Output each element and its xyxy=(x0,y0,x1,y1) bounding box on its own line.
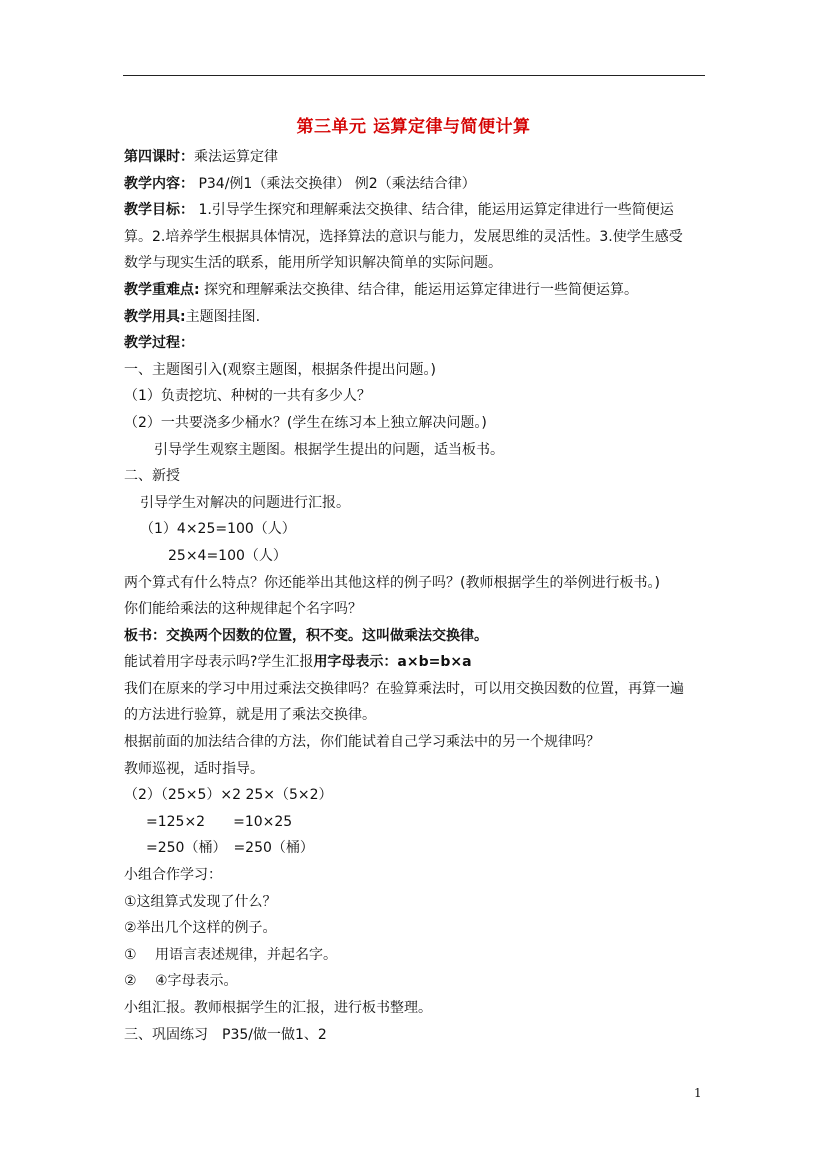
line-label: 教学过程： xyxy=(124,335,194,352)
line-label: 教学目标： xyxy=(124,202,194,219)
line-text: 二、新授 xyxy=(124,468,180,485)
line-text: 小组合作学习： xyxy=(124,867,222,884)
text-line xyxy=(124,623,706,650)
text-line xyxy=(124,570,706,597)
line-text: 你们能给乘法的这种规律起个名字吗？ xyxy=(124,601,362,618)
line-text: （1）负责挖坑、种树的一共有多少人？ xyxy=(124,388,371,405)
text-line xyxy=(124,649,706,676)
text-line xyxy=(124,862,706,889)
header-rule xyxy=(123,75,705,76)
text-line xyxy=(124,835,706,862)
text-line xyxy=(124,702,706,729)
document-title: 第三单元 运算定律与简便计算 xyxy=(296,117,531,137)
line-text: 数学与现实生活的联系，能用所学知识解决简单的实际问题。 xyxy=(124,255,502,272)
line-text: =250（桶） =250（桶） xyxy=(146,840,314,857)
line-text: 我们在原来的学习中用过乘法交换律吗？在验算乘法时，可以用交换因数的位置，再算一遍 xyxy=(124,680,684,697)
text-line xyxy=(124,1022,706,1049)
line-text: P34/例1（乘法交换律） 例2（乘法结合律） xyxy=(194,175,476,192)
text-line xyxy=(124,516,706,543)
line-text: ② ④字母表示。 xyxy=(124,973,238,990)
line-text: ① 用语言表述规律，并起名字。 xyxy=(124,946,338,963)
line-text: 1.引导学生探究和理解乘法交换律、结合律，能运用运算定律进行一些简便运 xyxy=(194,202,674,219)
page-number: 1 xyxy=(694,1086,702,1100)
text-line xyxy=(124,197,706,224)
line-text: 乘法运算定律 xyxy=(194,149,278,165)
text-line xyxy=(124,250,706,277)
line-text: 一、主题图引入(观察主题图，根据条件提出问题。) xyxy=(124,361,436,378)
text-line xyxy=(124,330,706,357)
text-line xyxy=(124,463,706,490)
text-line xyxy=(124,915,706,942)
text-line xyxy=(124,889,706,916)
line-text: 根据前面的加法结合律的方法，你们能试着自己学习乘法中的另一个规律吗？ xyxy=(124,734,600,751)
text-line xyxy=(124,596,706,623)
line-label: 教学重难点: xyxy=(124,281,200,298)
line-text: 引导学生对解决的问题进行汇报。 xyxy=(140,494,350,511)
text-line xyxy=(124,171,706,198)
text-line xyxy=(124,676,706,703)
line-emphasis: 用字母表示：a×b=b×a xyxy=(313,654,472,671)
text-line xyxy=(124,224,706,251)
line-text: 主题图挂图. xyxy=(185,308,261,325)
text-line xyxy=(124,410,706,437)
text-line xyxy=(124,782,706,809)
text-line xyxy=(124,144,706,171)
line-text: 教师巡视，适时指导。 xyxy=(124,760,264,777)
line-text: 算。2.培养学生根据具体情况，选择算法的意识与能力，发展思维的灵活性。3.使学生感受 xyxy=(124,228,683,245)
text-line xyxy=(124,490,706,517)
line-text: =125×2 =10×25 xyxy=(146,813,293,830)
line-text: 探究和理解乘法交换律、结合律，能运用运算定律进行一些简便运算。 xyxy=(199,281,639,298)
line-text: 三、巩固练习 P35/做一做1、2 xyxy=(124,1026,327,1043)
text-line xyxy=(124,383,706,410)
text-line xyxy=(124,277,706,304)
line-text: （2）一共要浇多少桶水？(学生在练习本上独立解决问题。) xyxy=(124,414,487,431)
line-text: 25×4=100（人） xyxy=(168,547,287,564)
text-line xyxy=(124,995,706,1022)
text-line xyxy=(124,357,706,384)
line-text: ①这组算式发现了什么？ xyxy=(124,893,277,910)
text-line xyxy=(124,942,706,969)
text-line xyxy=(124,304,706,331)
text-line xyxy=(124,543,706,570)
line-text: 的方法进行验算，就是用了乘法交换律。 xyxy=(124,707,376,724)
line-label: 教学用具: xyxy=(124,308,186,325)
line-label: 板书：交换两个因数的位置，积不变。这叫做乘法交换律。 xyxy=(124,627,488,644)
text-line xyxy=(124,809,706,836)
line-text: 两个算式有什么特点？你还能举出其他这样的例子吗？(教师根据学生的举例进行板书。) xyxy=(124,574,660,591)
line-text: （1）4×25=100（人） xyxy=(140,521,296,538)
text-line xyxy=(124,729,706,756)
line-text: 引导学生观察主题图。根据学生提出的问题，适当板书。 xyxy=(154,441,504,458)
line-text: 能试着用字母表示吗?学生汇报 xyxy=(124,654,314,671)
document-body xyxy=(124,144,706,1048)
line-text: ②举出几个这样的例子。 xyxy=(124,920,277,937)
text-line xyxy=(124,756,706,783)
line-text: （2）（25×5）×2 25×（5×2） xyxy=(124,787,333,804)
text-line xyxy=(124,437,706,464)
text-line xyxy=(124,968,706,995)
line-label: 教学内容： xyxy=(124,175,194,192)
line-label: 第四课时： xyxy=(124,149,194,165)
line-text: 小组汇报。教师根据学生的汇报，进行板书整理。 xyxy=(124,1000,432,1016)
